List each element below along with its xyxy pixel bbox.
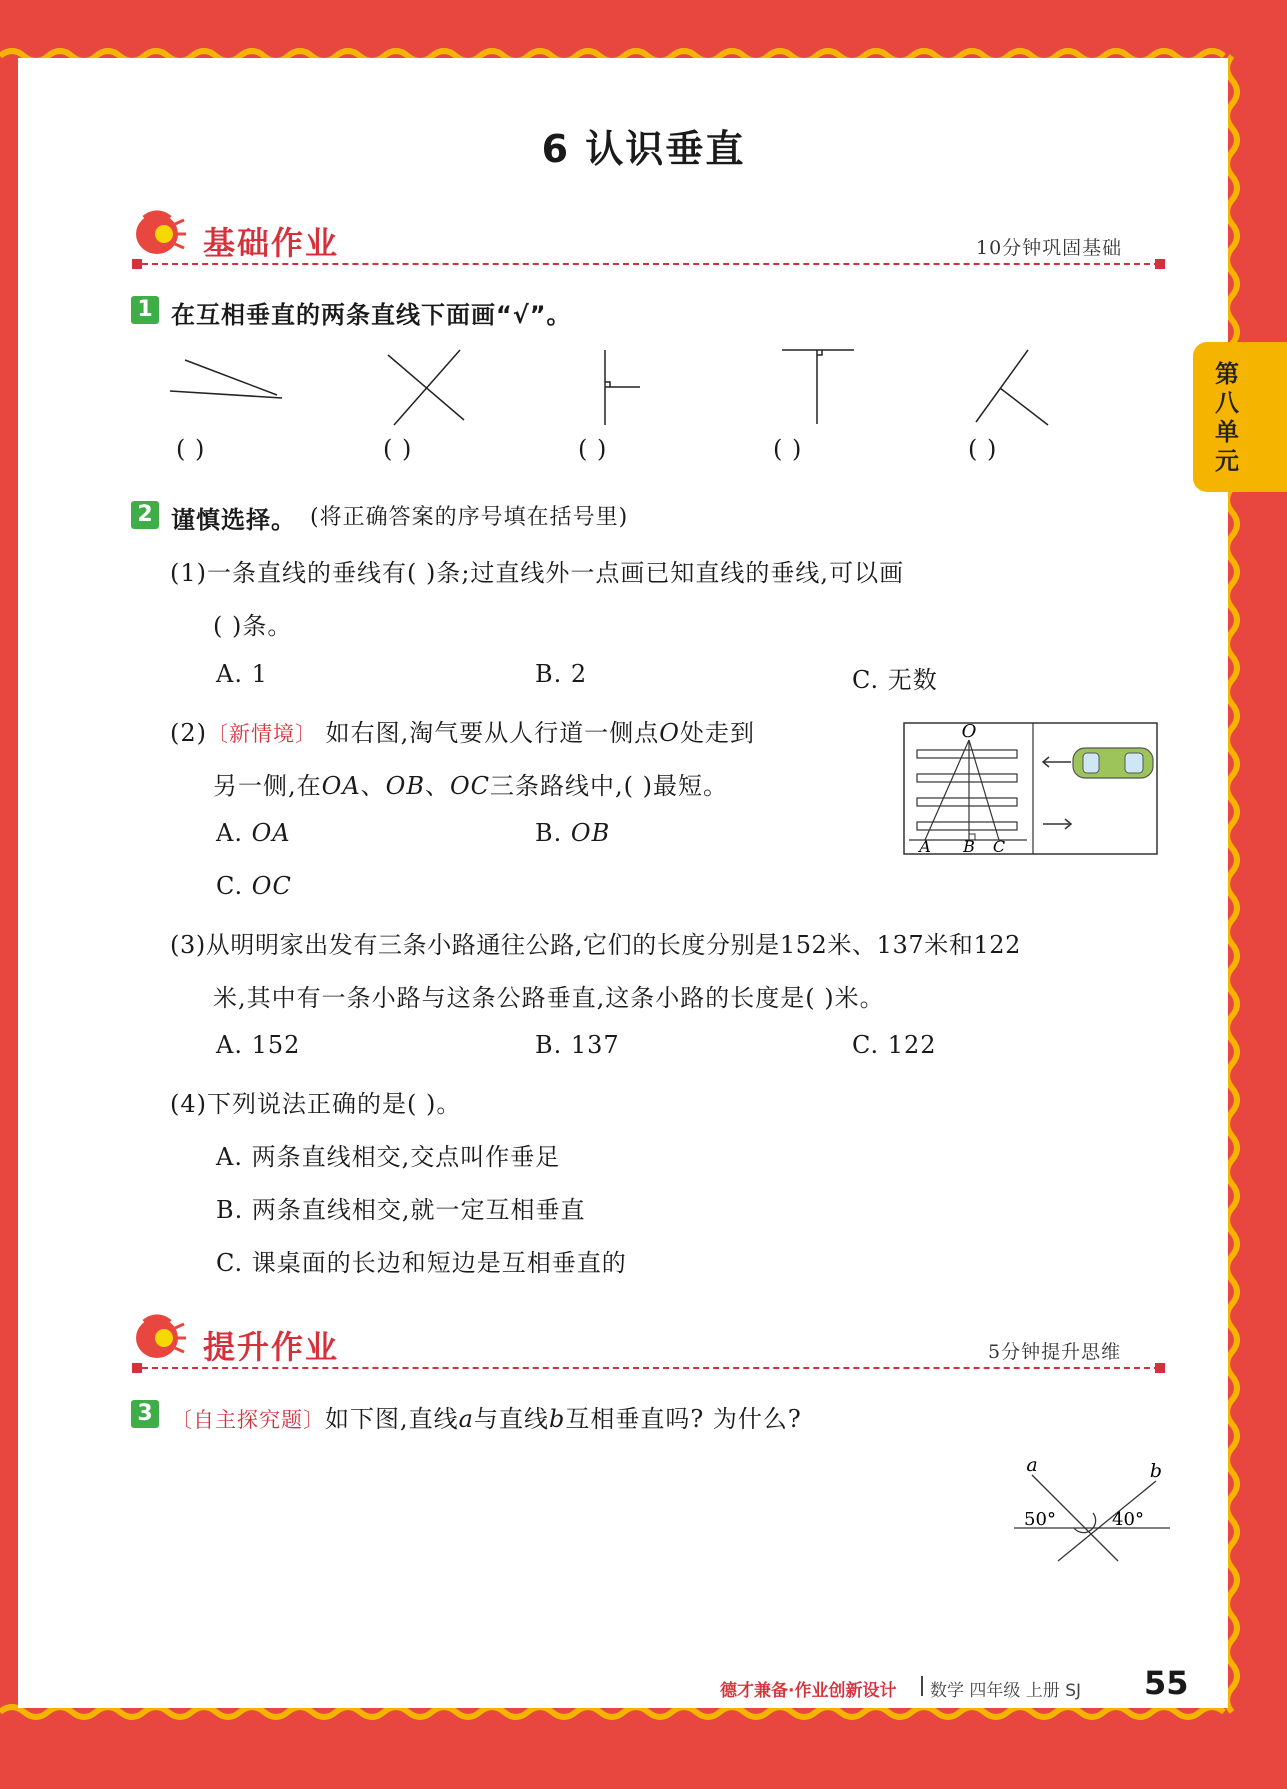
answer-slot-3[interactable]: ( ) [578, 435, 608, 463]
option-value: OA [251, 819, 291, 847]
page-number: 55 [1144, 1664, 1189, 1702]
q2-part2-option-c[interactable] [216, 872, 292, 900]
figure-b-line1 [388, 355, 464, 420]
q2-part2-text2: 处走到 [679, 719, 755, 747]
angle-figure [1010, 1455, 1172, 1567]
question-1-figures [160, 340, 1080, 440]
route-oc-label: OC [449, 772, 491, 800]
alarm-clock-icon [130, 208, 188, 260]
crosswalk-stripe [917, 750, 1017, 758]
q2-part2-text3: 另一侧,在 [213, 772, 322, 800]
q2-part2-option-b[interactable] [535, 819, 610, 847]
q2-part2-prefix: (2) [170, 719, 207, 747]
option-letter: C. [216, 872, 252, 900]
line-b-label: b [1149, 1460, 1163, 1482]
q2-part2-line2 [213, 766, 728, 801]
section-advanced-title: 提升作业 [203, 1328, 340, 1366]
figure-e-line1 [976, 350, 1028, 422]
lesson-title: 6 认识垂直 [541, 127, 746, 171]
q3-text-part: 互相垂直吗? 为什么? [565, 1405, 802, 1433]
question-1-text: 在互相垂直的两条直线下面画“√”。 [171, 301, 572, 329]
q2-part1-option-b[interactable]: B. 2 [535, 660, 588, 688]
line-a-ref: a [458, 1405, 474, 1433]
q2-part4-option-c[interactable]: C. 课桌面的长边和短边是互相垂直的 [216, 1249, 627, 1277]
new-context-tag: 〔新情境〕 [207, 722, 317, 746]
option-value: OC [251, 872, 292, 900]
q2-part4-option-b[interactable]: B. 两条直线相交,就一定互相垂直 [216, 1196, 586, 1224]
crosswalk-figure [903, 722, 1159, 856]
q2-part2-option-a[interactable] [216, 819, 291, 847]
question-3-badge: 3 [131, 1400, 159, 1428]
q3-text-part: 如下图,直线 [325, 1405, 459, 1433]
question-2-text: 谨慎选择。 [171, 506, 296, 534]
question-2-note: (将正确答案的序号填在括号里) [310, 505, 629, 530]
question-2-badge: 2 [131, 501, 159, 529]
car-icon [1073, 748, 1153, 778]
option-letter: B. [535, 819, 571, 847]
q2-part3-option-b[interactable]: B. 137 [535, 1031, 620, 1059]
q2-part2-text1: 如右图,淘气要从人行道一侧点 [325, 719, 660, 747]
section-basic-subtitle: 10分钟巩固基础 [976, 237, 1123, 259]
figure-e-line2 [1000, 388, 1048, 425]
figure-b-line2 [394, 350, 460, 425]
unit-side-tab [1193, 342, 1287, 492]
self-explore-tag: 〔自主探究题〕 [171, 1408, 325, 1432]
q2-part2-line1 [170, 713, 755, 748]
section-basic-rule [142, 263, 1160, 265]
answer-slot-1[interactable]: ( ) [176, 435, 206, 463]
q2-part3-option-a[interactable]: A. 152 [216, 1031, 301, 1059]
section-rule-endpoint [1155, 1363, 1165, 1373]
q2-part1-option-c[interactable]: C. 无数 [852, 666, 938, 694]
q2-part1-line2: ( )条。 [213, 612, 293, 640]
footer-brand: 德才兼备·作业创新设计 [720, 1681, 897, 1701]
question-1-badge: 1 [131, 296, 159, 324]
q2-part4-line: (4)下列说法正确的是( )。 [170, 1090, 462, 1118]
footer-info: 数学 四年级 上册 SJ [930, 1681, 1082, 1701]
answer-slot-4[interactable]: ( ) [773, 435, 803, 463]
alarm-clock-icon [130, 1312, 188, 1364]
q2-part3-line1: (3)从明明家出发有三条小路通往公路,它们的长度分别是152米、137米和122 [170, 931, 1022, 959]
q2-part1-option-a[interactable]: A. 1 [216, 660, 268, 688]
q2-part1-line1: (1)一条直线的垂线有( )条;过直线外一点画已知直线的垂线,可以画 [170, 559, 905, 587]
fig-label-b: B [963, 837, 975, 856]
line-b-ref: b [548, 1405, 566, 1433]
section-advanced-rule [142, 1367, 1160, 1369]
crosswalk-stripe [917, 774, 1017, 782]
option-value: OB [570, 819, 611, 847]
figure-a-line2 [170, 391, 282, 398]
footer-divider [921, 1676, 923, 1696]
unit-side-tab-label: 第八单元 [1215, 360, 1239, 475]
angle-40-label: 40° [1112, 1509, 1144, 1530]
fig-label-c: C [992, 837, 1006, 856]
separator: 、 [360, 772, 386, 800]
section-rule-endpoint [1155, 259, 1165, 269]
q2-part2-text4: 三条路线中,( )最短。 [490, 772, 728, 800]
q2-part3-option-c[interactable]: C. 122 [852, 1031, 937, 1059]
fig-label-o: O [961, 722, 977, 742]
section-basic-title: 基础作业 [203, 224, 340, 262]
point-o-label: O [659, 719, 680, 747]
question-3-text [171, 1399, 802, 1434]
crosswalk-stripe [917, 798, 1017, 806]
answer-slot-5[interactable]: ( ) [968, 435, 998, 463]
route-ob-label: OB [385, 772, 425, 800]
section-advanced-subtitle: 5分钟提升思维 [988, 1341, 1122, 1363]
section-rule-endpoint [132, 1363, 142, 1373]
line-a-label: a [1026, 1455, 1038, 1476]
answer-slot-2[interactable]: ( ) [383, 435, 413, 463]
option-letter: A. [216, 819, 252, 847]
angle-50-label: 50° [1024, 1509, 1056, 1530]
route-oa-label: OA [321, 772, 361, 800]
figure-a-line1 [185, 360, 277, 395]
section-rule-endpoint [132, 259, 142, 269]
q2-part3-line2: 米,其中有一条小路与这条公路垂直,这条小路的长度是( )米。 [213, 984, 885, 1012]
separator: 、 [424, 772, 450, 800]
q2-part4-option-a[interactable]: A. 两条直线相交,交点叫作垂足 [216, 1143, 561, 1171]
fig-label-a: A [919, 837, 931, 856]
angle-arc [1074, 1513, 1096, 1533]
q3-text-part: 与直线 [473, 1405, 549, 1433]
